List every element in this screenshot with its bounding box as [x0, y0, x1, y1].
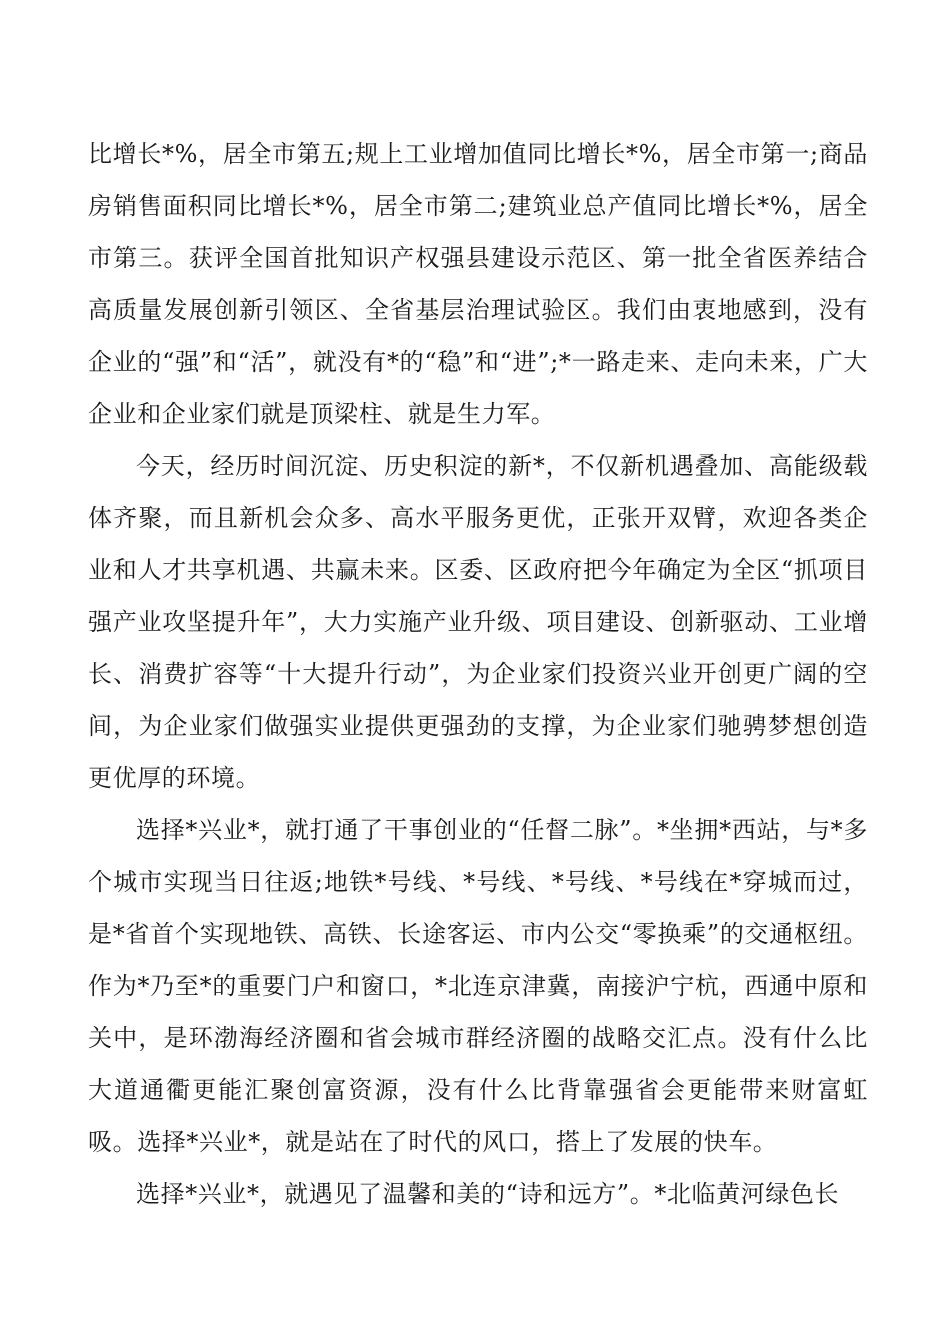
paragraph-4: 选择*兴业*，就遇见了温馨和美的“诗和远方”。*北临黄河绿色长 — [136, 1180, 840, 1208]
paragraph-1: 比增长*%，居全市第五;规上工业增加值同比增长*%，居全市第一;商品房销售面积同比增长*%，居全市第二;建筑业总产值同比增长*%，居全市第三。获评全国首批知识产权强县建设示范区、第一批全省医养结合高质量发展创新引领区、全省基层治理试验区。我们由衷地感到，没有企业的“强”和“活”，就没有*的“稳”和“进”;*一路走来、走向未来，广大企业和企业家们就是顶梁柱、就是生力军。 — [88, 140, 868, 428]
paragraph-2: 今天，经历时间沉淀、历史积淀的新*，不仅新机遇叠加、高能级载体齐聚，而且新机会众多、高水平服务更优，正张开双臂，欢迎各类企业和人才共享机遇、共赢未来。区委、区政府把今年确定为全区“抓项目强产业攻坚提升年”，大力实施产业升级、项目建设、创新驱动、工业增长、消费扩容等“十大提升行动”，为企业家们投资兴业开创更广阔的空间，为企业家们做强实业提供更强劲的支撑，为企业家们驰骋梦想创造更优厚的环境。 — [88, 452, 868, 792]
paragraph-3: 选择*兴业*，就打通了干事创业的“任督二脉”。*坐拥*西站，与*多个城市实现当日往返;地铁*号线、*号线、*号线、*号线在*穿城而过，是*省首个实现地铁、高铁、长途客运、市内公交“零换乘”的交通枢纽。作为*乃至*的重要门户和窗口，*北连京津冀，南接沪宁杭，西通中原和关中，是环渤海经济圈和省会城市群经济圈的战略交汇点。没有什么比大道通衢更能汇聚创富资源，没有什么比背靠强省会更能带来财富虹吸。选择*兴业*，就是站在了时代的风口，搭上了发展的快车。 — [88, 816, 868, 1156]
document-body — [88, 128, 868, 1220]
